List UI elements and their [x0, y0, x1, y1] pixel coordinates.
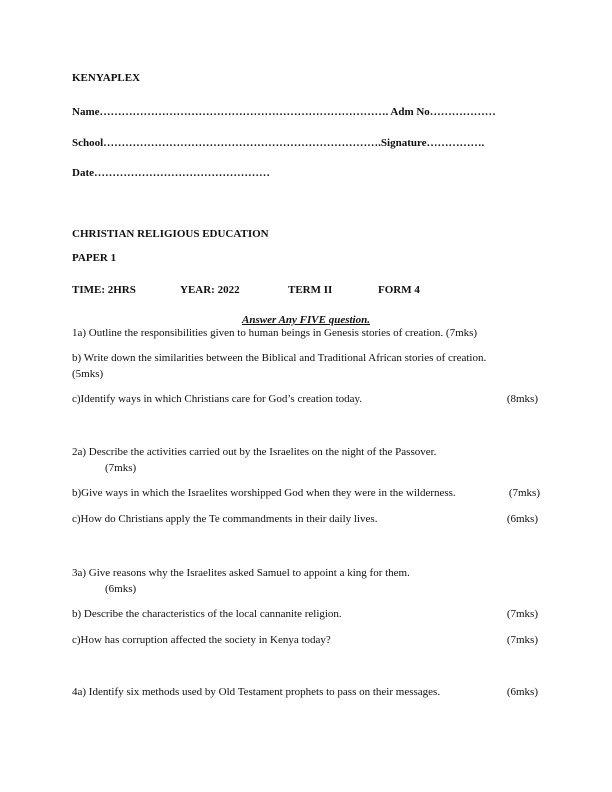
question-4a-marks: (6mks)	[506, 686, 538, 698]
question-2b: b)Give ways in which the Israelites worshipped God when they were in the wilderness.	[72, 487, 456, 499]
question-3a: 3a) Give reasons why the Israelites asked Samuel to appoint a king for them.	[72, 567, 410, 579]
paper-number: PAPER 1	[72, 252, 117, 264]
question-1c-marks: (8mks)	[506, 393, 538, 405]
question-2c: c)How do Christians apply the Te commandments in their daily lives.	[72, 513, 378, 525]
question-3a-marks: (6mks)	[105, 583, 137, 595]
date-field: Date…………………………………………	[72, 167, 270, 179]
term-label: TERM II	[288, 284, 333, 296]
instruction: Answer Any FIVE question.	[242, 314, 370, 326]
question-4a: 4a) Identify six methods used by Old Testament prophets to pass on their messages.	[72, 686, 441, 698]
time-label: TIME: 2HRS	[72, 284, 136, 296]
name-field: Name……………………………………………………………………. Adm No………………	[72, 106, 496, 118]
subject-title: CHRISTIAN RELIGIOUS EDUCATION	[72, 228, 269, 240]
brand-name: KENYAPLEX	[72, 72, 141, 84]
question-1a: 1a) Outline the responsibilities given to human beings in Genesis stories of creation. (7mks)	[72, 327, 478, 339]
question-3b: b) Describe the characteristics of the local cannanite religion.	[72, 608, 342, 620]
question-2a: 2a) Describe the activities carried out by the Israelites on the night of the Passover.	[72, 446, 437, 458]
form-label: FORM 4	[378, 284, 420, 296]
question-3c: c)How has corruption affected the society in Kenya today?	[72, 634, 331, 646]
question-2c-marks: (6mks)	[506, 513, 538, 525]
question-3c-marks: (7mks)	[506, 634, 538, 646]
question-1b-marks: (5mks)	[72, 368, 104, 380]
question-2a-marks: (7mks)	[105, 462, 137, 474]
question-1c: c)Identify ways in which Christians care for God’s creation today.	[72, 393, 363, 405]
school-field: School………………………………………………………………….Signature…………….	[72, 137, 485, 149]
question-2b-marks: (7mks)	[508, 487, 540, 499]
question-3b-marks: (7mks)	[506, 608, 538, 620]
question-1b: b) Write down the similarities between the Biblical and Traditional African stories of creation.	[72, 352, 487, 364]
year-label: YEAR: 2022	[180, 284, 240, 296]
